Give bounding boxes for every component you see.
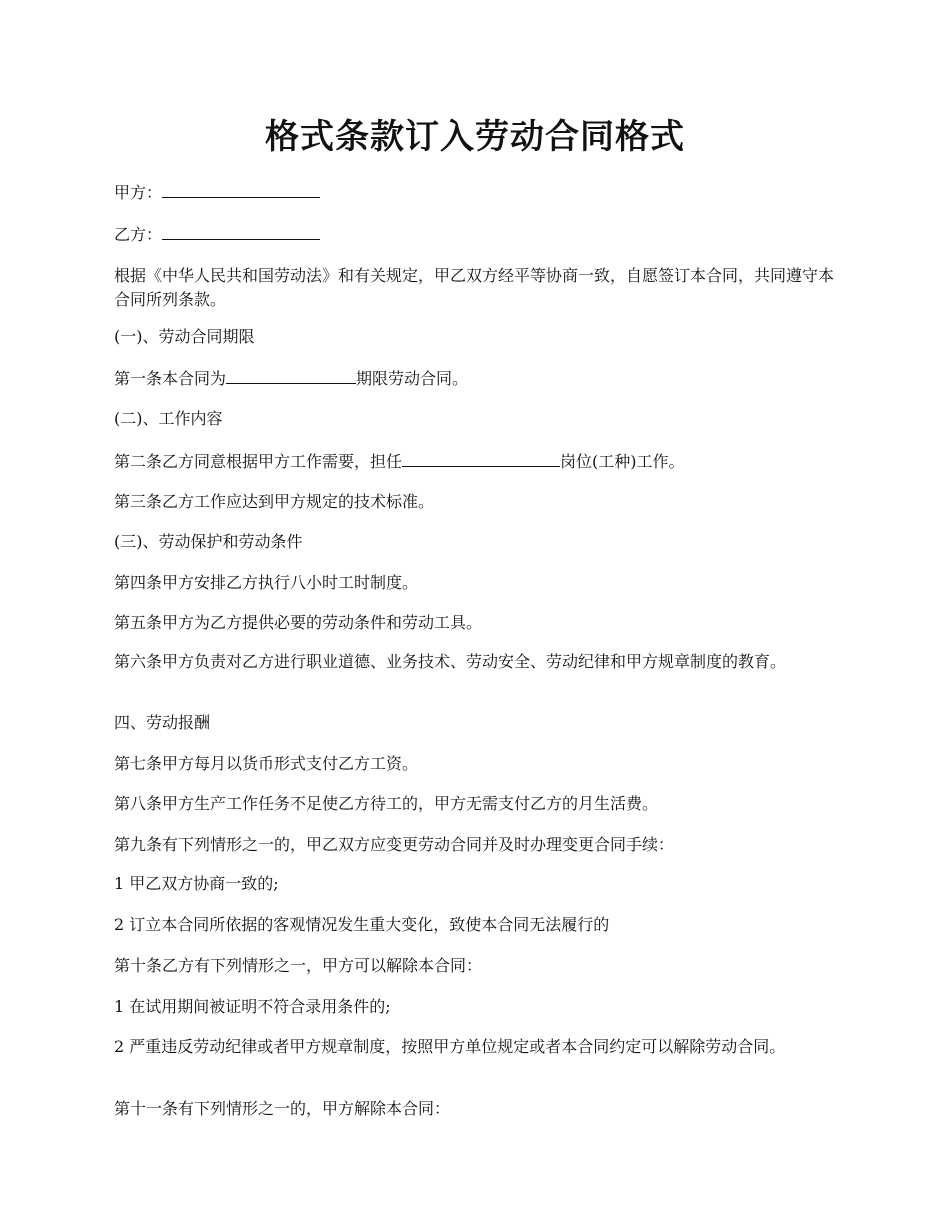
article-10-item-2: 2 严重违反劳动纪律或者甲方规章制度，按照甲方单位规定或者本合同约定可以解除劳动合同。 <box>114 1037 786 1056</box>
article-1-suffix: 期限劳动合同。 <box>356 369 469 388</box>
article-3: 第三条乙方工作应达到甲方规定的技术标准。 <box>114 492 435 511</box>
party-a-line <box>114 180 844 205</box>
article-2 <box>114 449 844 474</box>
article-2-prefix: 第二条乙方同意根据甲方工作需要，担任 <box>114 452 403 471</box>
article-10-item-1: 1 在试用期间被证明不符合录用条件的; <box>114 997 391 1016</box>
party-b-blank <box>162 222 320 240</box>
article-2-blank <box>402 449 560 467</box>
section-heading-protection: (三)、劳动保护和劳动条件 <box>114 532 303 551</box>
article-2-suffix: 岗位(工种)工作。 <box>560 452 685 471</box>
party-a-label: 甲方： <box>114 183 163 202</box>
party-b-line <box>114 222 844 247</box>
article-6: 第六条甲方负责对乙方进行职业道德、业务技术、劳动安全、劳动纪律和甲方规章制度的教育。 <box>114 652 787 671</box>
document-title: 格式条款订入劳动合同格式 <box>265 117 685 157</box>
article-11: 第十一条有下列情形之一的，甲方解除本合同： <box>114 1099 451 1118</box>
section-heading-work: (二)、工作内容 <box>114 409 223 428</box>
article-9: 第九条有下列情形之一的，甲乙双方应变更劳动合同并及时办理变更合同手续： <box>114 835 675 854</box>
section-heading-remuneration: 四、劳动报酬 <box>114 713 211 732</box>
article-1-blank <box>226 366 356 384</box>
article-5: 第五条甲方为乙方提供必要的劳动条件和劳动工具。 <box>114 613 483 632</box>
intro-paragraph: 根据《中华人民共和国劳动法》和有关规定，甲乙双方经平等协商一致，自愿签订本合同，共同遵守本合同所列条款。 <box>114 266 835 309</box>
party-b-label: 乙方： <box>114 225 163 244</box>
article-9-item-2: 2 订立本合同所依据的客观情况发生重大变化，致使本合同无法履行的 <box>114 915 610 934</box>
article-8: 第八条甲方生产工作任务不足使乙方待工的，甲方无需支付乙方的月生活费。 <box>114 794 659 813</box>
article-10: 第十条乙方有下列情形之一，甲方可以解除本合同： <box>114 956 483 975</box>
article-4: 第四条甲方安排乙方执行八小时工时制度。 <box>114 573 419 592</box>
party-a-blank <box>162 180 320 198</box>
article-9-item-1: 1 甲乙双方协商一致的; <box>114 874 279 893</box>
article-7: 第七条甲方每月以货币形式支付乙方工资。 <box>114 754 419 773</box>
section-heading-term: (一)、劳动合同期限 <box>114 327 255 346</box>
article-1 <box>114 366 844 391</box>
article-1-prefix: 第一条本合同为 <box>114 369 227 388</box>
